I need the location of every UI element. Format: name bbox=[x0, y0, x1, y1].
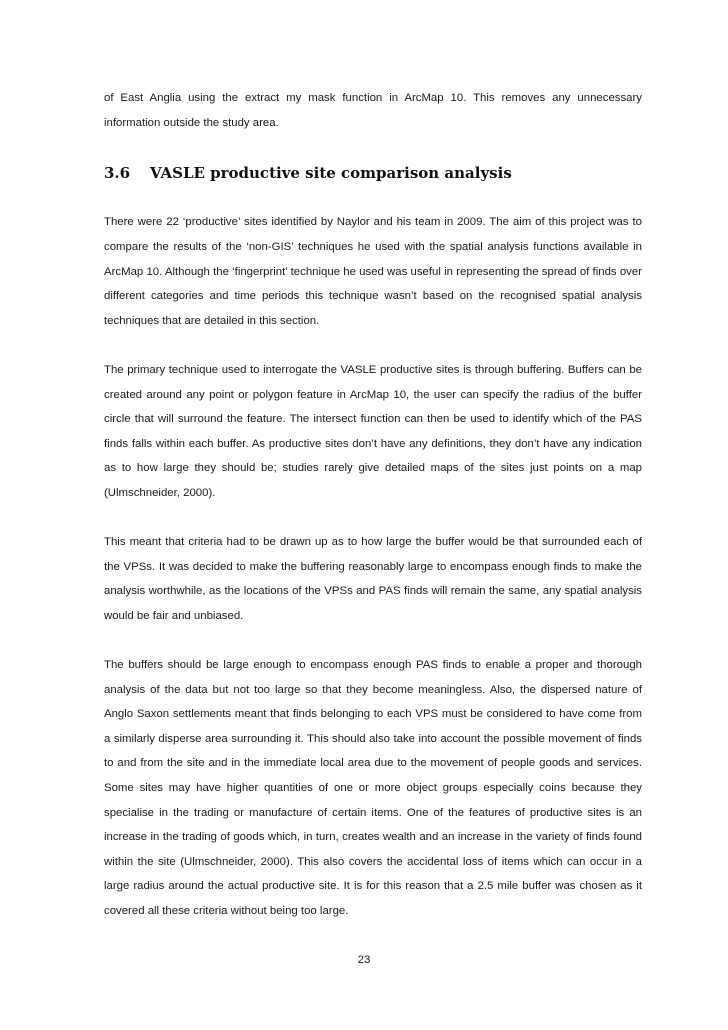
spacer bbox=[104, 186, 642, 211]
body-paragraph: There were 22 ‘productive’ sites identified by Naylor and his team in 2009. The aim of this project was to compare the results of the ‘non-GIS’ techniques he used with the spatial analysis functions available in ArcMap 10. Although the ‘fingerprint’ technique he used was useful in representing the spread of finds over different categories and time periods this technique wasn’t based on the recognised spatial analysis techniques that are detailed in this section. bbox=[104, 216, 642, 327]
spacer bbox=[104, 628, 642, 653]
spacer bbox=[104, 135, 642, 160]
spacer bbox=[104, 506, 642, 531]
section-heading bbox=[104, 160, 642, 186]
body-paragraph: This meant that criteria had to be drawn up as to how large the buffer would be that surrounded each of the VPSs. It was decided to make the buffering reasonably large to encompass enough finds to make the analysis worthwhile, as the locations of the VPSs and PAS finds will remain the same, any spatial analysis would be fair and unbiased. bbox=[104, 536, 642, 622]
body-paragraph: The buffers should be large enough to encompass enough PAS finds to enable a proper and thorough analysis of the data but not too large so that they become meaningless. Also, the dispersed nature of Anglo Saxon settlements meant that finds belonging to each VPS must be considered to have come from a similarly disperse area surrounding it. This should also take into account the possible movement of finds to and from the site and in the immediate local area due to the movement of people goods and services. Some sites may have higher quantities of one or more object groups especially coins because they specialise in the trading or manufacture of certain items. One of the features of productive sites is an increase in the trading of goods which, in turn, creates wealth and an increase in the variety of finds found within the site (Ulmschneider, 2000). This also covers the accidental loss of items which can occur in a large radius around the actual productive site. It is for this reason that a 2.5 mile buffer was chosen as it covered all these criteria without being too large. bbox=[104, 659, 642, 917]
body-paragraph: The primary technique used to interrogate the VASLE productive sites is through buffering. Buffers can be created around any point or polygon feature in ArcMap 10, the user can specify the radius of the buffer circle that will surround the feature. The intersect function can then be used to identify which of the PAS finds falls within each buffer. As productive sites don’t have any definitions, they don’t have any indication as to how large they should be; studies rarely give detailed maps of the sites just points on a map (Ulmschneider, 2000). bbox=[104, 363, 642, 499]
section-number: 3.6 bbox=[104, 163, 131, 182]
section-title: VASLE productive site comparison analysis bbox=[150, 163, 512, 182]
intro-paragraph: of East Anglia using the extract my mask function in ArcMap 10. This removes any unnecessary information outside the study area. bbox=[104, 92, 642, 129]
spacer bbox=[104, 333, 642, 358]
document-page bbox=[104, 86, 642, 924]
page-number: 23 bbox=[357, 954, 371, 966]
